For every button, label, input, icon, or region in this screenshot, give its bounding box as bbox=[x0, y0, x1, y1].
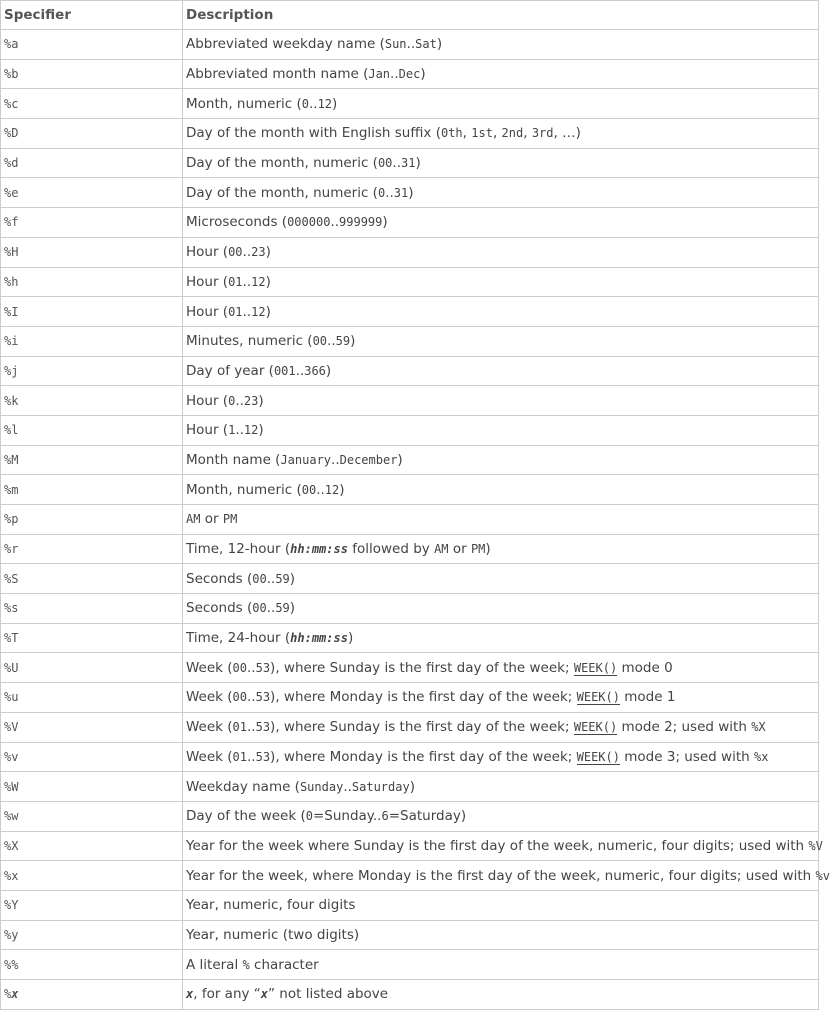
week-function-link[interactable]: WEEK() bbox=[573, 660, 618, 675]
description-text: Year for the week, where Monday is the first day of the week, numeric, four digits; used with bbox=[186, 867, 816, 884]
description-text: or bbox=[448, 541, 471, 558]
specifier-cell: %v bbox=[1, 742, 183, 772]
description-text: ) bbox=[347, 630, 354, 647]
specifier-cell: %u bbox=[1, 683, 183, 713]
description-text: Year for the week where Sunday is the first day of the week, numeric, four digits; used with bbox=[186, 837, 809, 854]
code-literal: 12 bbox=[324, 482, 340, 497]
code-literal: AM bbox=[186, 512, 201, 527]
code-literal: 00 bbox=[232, 660, 247, 675]
specifier-cell: %x bbox=[1, 980, 183, 1010]
code-literal: %V bbox=[808, 838, 823, 853]
code-literal: 23 bbox=[243, 393, 259, 408]
description-text: Minutes, numeric ( bbox=[186, 333, 313, 350]
description-text: Time, 12-hour ( bbox=[186, 541, 291, 558]
code-literal: 01 bbox=[232, 749, 247, 764]
description-cell bbox=[183, 534, 819, 564]
table-row bbox=[1, 623, 819, 653]
description-text: Week ( bbox=[186, 719, 233, 736]
code-literal: %X bbox=[751, 720, 766, 735]
description-text: ) bbox=[485, 541, 491, 558]
code-literal: 12 bbox=[251, 274, 266, 289]
code-literal: 3rd bbox=[531, 126, 554, 141]
code-literal: December bbox=[339, 452, 398, 467]
description-text: Week ( bbox=[186, 748, 233, 765]
code-literal: %v bbox=[815, 868, 830, 883]
code-literal: 00 bbox=[228, 245, 243, 260]
description-text: =Sunday.. bbox=[312, 808, 382, 825]
description-text: =Saturday) bbox=[388, 808, 467, 825]
description-text: Weekday name ( bbox=[186, 778, 300, 795]
description-text: ) bbox=[350, 333, 356, 350]
description-cell bbox=[183, 445, 819, 475]
code-literal: 12 bbox=[317, 96, 333, 111]
table-row bbox=[1, 445, 819, 475]
description-text: mode 2; used with bbox=[617, 719, 752, 736]
specifier-cell: %b bbox=[1, 59, 183, 89]
description-text: ) bbox=[289, 600, 296, 617]
description-text: ) bbox=[332, 95, 338, 112]
description-text: ) bbox=[408, 184, 414, 201]
code-literal: 1st bbox=[471, 126, 493, 141]
table-row bbox=[1, 950, 819, 980]
description-text: ), where Sunday is the first day of the week; bbox=[270, 659, 574, 676]
code-literal: Sun bbox=[384, 37, 407, 52]
description-text: .. bbox=[330, 214, 340, 231]
description-text: .. bbox=[266, 570, 276, 587]
description-text: Year, numeric (two digits) bbox=[186, 926, 360, 943]
description-cell bbox=[183, 386, 819, 416]
description-cell bbox=[183, 356, 819, 386]
table-row bbox=[1, 208, 819, 238]
specifier-cell: %a bbox=[1, 30, 183, 60]
code-literal: 999999 bbox=[339, 215, 383, 230]
description-text: ) bbox=[382, 214, 388, 231]
table-row bbox=[1, 237, 819, 267]
description-cell bbox=[183, 890, 819, 920]
code-literal: Sunday bbox=[299, 779, 344, 794]
code-literal: 0 bbox=[228, 393, 236, 408]
table-row bbox=[1, 297, 819, 327]
description-text: Week ( bbox=[186, 689, 233, 706]
specifier-cell: %% bbox=[1, 950, 183, 980]
description-cell bbox=[183, 415, 819, 445]
description-text: .. bbox=[385, 184, 394, 201]
specifier-cell: %V bbox=[1, 712, 183, 742]
description-cell bbox=[183, 208, 819, 238]
code-literal: 0 bbox=[377, 185, 386, 200]
code-literal: %x bbox=[753, 749, 769, 764]
specifier-cell: %k bbox=[1, 386, 183, 416]
specifier-cell: %m bbox=[1, 475, 183, 505]
description-text: A literal bbox=[186, 956, 243, 973]
description-text: Week ( bbox=[186, 659, 233, 676]
code-literal: 53 bbox=[255, 749, 271, 764]
specifier-cell: %r bbox=[1, 534, 183, 564]
description-text: , bbox=[462, 125, 472, 142]
code-literal: PM bbox=[470, 542, 486, 557]
description-cell bbox=[183, 564, 819, 594]
description-text: Time, 24-hour ( bbox=[186, 630, 291, 647]
description-text: ) bbox=[339, 481, 345, 498]
description-text: , for any “ bbox=[193, 986, 261, 1003]
description-text: Day of the month with English suffix ( bbox=[186, 125, 441, 142]
description-text: Month, numeric ( bbox=[186, 95, 302, 112]
description-text: Day of year ( bbox=[186, 362, 274, 379]
description-text: .. bbox=[295, 362, 305, 379]
code-literal: AM bbox=[434, 542, 449, 557]
code-literal: 00 bbox=[377, 156, 393, 171]
specifier-cell: %y bbox=[1, 920, 183, 950]
code-literal: 12 bbox=[251, 304, 266, 319]
description-cell bbox=[183, 594, 819, 624]
description-text: ) bbox=[258, 422, 264, 439]
description-text: .. bbox=[331, 451, 340, 468]
description-text: .. bbox=[247, 748, 256, 765]
table-row bbox=[1, 772, 819, 802]
code-literal: 53 bbox=[255, 660, 271, 675]
table-row bbox=[1, 30, 819, 60]
description-text: , bbox=[523, 125, 532, 142]
table-row bbox=[1, 89, 819, 119]
description-text: mode 0 bbox=[617, 659, 673, 676]
description-text: Day of the week ( bbox=[186, 808, 306, 825]
description-text: ) bbox=[415, 155, 421, 172]
specifier-column-header: Specifier bbox=[1, 1, 183, 30]
description-cell bbox=[183, 950, 819, 980]
description-text: .. bbox=[266, 600, 276, 617]
description-text: .. bbox=[247, 689, 256, 706]
description-cell bbox=[183, 683, 819, 713]
code-literal: 1 bbox=[228, 423, 236, 438]
specifier-cell: %H bbox=[1, 237, 183, 267]
description-text: .. bbox=[406, 36, 416, 53]
specifier-cell: %j bbox=[1, 356, 183, 386]
description-text: ) bbox=[420, 66, 426, 83]
description-cell bbox=[183, 861, 830, 891]
description-text: .. bbox=[242, 303, 252, 320]
code-literal: Dec bbox=[398, 67, 421, 82]
description-text: ) bbox=[325, 362, 332, 379]
table-row bbox=[1, 148, 819, 178]
description-text: or bbox=[200, 511, 223, 528]
description-cell bbox=[183, 920, 819, 950]
description-text: Hour ( bbox=[186, 422, 229, 439]
description-cell bbox=[183, 59, 819, 89]
specifier-cell: %M bbox=[1, 445, 183, 475]
code-literal: PM bbox=[222, 512, 238, 527]
description-text: Year, numeric, four digits bbox=[186, 897, 356, 914]
specifier-cell: %x bbox=[1, 861, 183, 891]
description-column-header: Description bbox=[183, 1, 819, 30]
code-literal: 12 bbox=[243, 423, 259, 438]
description-text: , …) bbox=[553, 125, 581, 142]
specifier-cell: %h bbox=[1, 267, 183, 297]
code-placeholder: hh:mm:ss bbox=[290, 542, 348, 557]
description-cell bbox=[183, 801, 819, 831]
code-literal: 01 bbox=[232, 720, 247, 735]
description-cell bbox=[183, 148, 819, 178]
description-text: Microseconds ( bbox=[186, 214, 288, 231]
table-row bbox=[1, 742, 819, 772]
description-text: .. bbox=[235, 422, 244, 439]
description-text: .. bbox=[392, 155, 401, 172]
table-row bbox=[1, 831, 819, 861]
table-row bbox=[1, 386, 819, 416]
table-header-row bbox=[1, 1, 819, 30]
description-cell bbox=[183, 30, 819, 60]
description-text: .. bbox=[242, 273, 252, 290]
table-row bbox=[1, 267, 819, 297]
description-text: mode 3; used with bbox=[619, 748, 754, 765]
specifier-cell: %D bbox=[1, 119, 183, 149]
table-row bbox=[1, 534, 819, 564]
specifier-cell: %T bbox=[1, 623, 183, 653]
specifier-cell: %c bbox=[1, 89, 183, 119]
table-row bbox=[1, 326, 819, 356]
description-text: .. bbox=[308, 95, 318, 112]
table-row bbox=[1, 861, 819, 891]
description-text: Day of the month, numeric ( bbox=[186, 155, 378, 172]
table-row bbox=[1, 505, 819, 535]
description-text: , bbox=[492, 125, 502, 142]
code-literal: 23 bbox=[251, 245, 266, 260]
description-text: ) bbox=[397, 451, 403, 468]
specifier-cell: %w bbox=[1, 801, 183, 831]
code-literal: 53 bbox=[255, 720, 271, 735]
code-literal: 59 bbox=[275, 601, 290, 616]
description-text: .. bbox=[327, 333, 336, 350]
table-row bbox=[1, 415, 819, 445]
description-text: Day of the month, numeric ( bbox=[186, 184, 378, 201]
description-text: .. bbox=[247, 719, 256, 736]
table-row bbox=[1, 475, 819, 505]
description-text: ) bbox=[258, 392, 264, 409]
code-literal: 0 bbox=[305, 809, 313, 824]
code-placeholder: x bbox=[260, 987, 269, 1002]
week-function-link[interactable]: WEEK() bbox=[576, 749, 620, 764]
code-literal: 0 bbox=[301, 96, 309, 111]
code-placeholder: hh:mm:ss bbox=[290, 631, 348, 646]
code-literal: 59 bbox=[275, 571, 290, 586]
description-text: ), where Sunday is the first day of the week; bbox=[270, 719, 574, 736]
description-text: .. bbox=[247, 659, 256, 676]
code-literal: % bbox=[242, 957, 250, 972]
table-row bbox=[1, 59, 819, 89]
specifier-cell: %S bbox=[1, 564, 183, 594]
description-text: Hour ( bbox=[186, 273, 229, 290]
table-row bbox=[1, 890, 819, 920]
description-cell bbox=[183, 712, 819, 742]
description-cell bbox=[183, 475, 819, 505]
description-text: ) bbox=[436, 36, 443, 53]
description-text: Hour ( bbox=[186, 244, 229, 261]
description-text: ) bbox=[265, 303, 271, 320]
description-text: Month name ( bbox=[186, 451, 281, 468]
description-text: .. bbox=[316, 481, 325, 498]
description-cell bbox=[183, 326, 819, 356]
description-text: ) bbox=[265, 273, 271, 290]
specifier-cell: %p bbox=[1, 505, 183, 535]
description-text: ), where Monday is the first day of the week; bbox=[270, 689, 577, 706]
code-literal: 6 bbox=[381, 809, 389, 824]
table-row bbox=[1, 980, 819, 1010]
specifier-cell: %d bbox=[1, 148, 183, 178]
description-cell bbox=[183, 742, 819, 772]
week-function-link[interactable]: WEEK() bbox=[576, 690, 620, 705]
code-literal: 00 bbox=[252, 601, 267, 616]
code-literal: 31 bbox=[393, 185, 409, 200]
description-text: Abbreviated weekday name ( bbox=[186, 36, 385, 53]
code-literal: 00 bbox=[252, 571, 267, 586]
description-text: ) bbox=[409, 778, 415, 795]
description-cell bbox=[183, 237, 819, 267]
table-row bbox=[1, 712, 819, 742]
description-text: .. bbox=[343, 778, 352, 795]
table-row bbox=[1, 119, 819, 149]
specifier-cell: %f bbox=[1, 208, 183, 238]
specifier-cell: %e bbox=[1, 178, 183, 208]
description-text: Hour ( bbox=[186, 392, 229, 409]
code-literal: 0th bbox=[440, 126, 463, 141]
specifier-cell: %U bbox=[1, 653, 183, 683]
description-text: followed by bbox=[347, 541, 435, 558]
description-cell bbox=[183, 89, 819, 119]
description-text: .. bbox=[242, 244, 252, 261]
table-row bbox=[1, 356, 819, 386]
specifier-cell: %X bbox=[1, 831, 183, 861]
description-text: Hour ( bbox=[186, 303, 229, 320]
table-row bbox=[1, 920, 819, 950]
code-literal: 00 bbox=[232, 690, 247, 705]
code-literal: 59 bbox=[335, 334, 351, 349]
code-literal: 2nd bbox=[501, 126, 524, 141]
code-literal: Sat bbox=[415, 37, 437, 52]
code-literal: 01 bbox=[228, 304, 243, 319]
code-literal: 000000 bbox=[287, 215, 331, 230]
description-cell bbox=[183, 267, 819, 297]
description-text: ) bbox=[289, 570, 296, 587]
description-text: Seconds ( bbox=[186, 600, 253, 617]
table-row bbox=[1, 683, 819, 713]
description-text: .. bbox=[390, 66, 399, 83]
specifier-cell: %i bbox=[1, 326, 183, 356]
code-literal: Jan bbox=[368, 67, 391, 82]
code-literal: January bbox=[280, 452, 332, 467]
specifier-cell: %Y bbox=[1, 890, 183, 920]
specifier-cell: %s bbox=[1, 594, 183, 624]
description-cell bbox=[183, 653, 819, 683]
description-text: mode 1 bbox=[619, 689, 676, 706]
description-cell bbox=[183, 297, 819, 327]
week-function-link[interactable]: WEEK() bbox=[573, 720, 618, 735]
table-row bbox=[1, 594, 819, 624]
description-text: Seconds ( bbox=[186, 570, 253, 587]
code-literal: 00 bbox=[301, 482, 317, 497]
description-text: ” not listed above bbox=[268, 986, 389, 1003]
description-cell bbox=[183, 119, 819, 149]
code-placeholder: x bbox=[186, 987, 194, 1002]
code-literal: 001 bbox=[273, 363, 296, 378]
table-row bbox=[1, 653, 819, 683]
description-cell bbox=[183, 623, 819, 653]
specifier-cell: %I bbox=[1, 297, 183, 327]
code-literal: 00 bbox=[312, 334, 328, 349]
description-text: ), where Monday is the first day of the week; bbox=[270, 748, 577, 765]
table-body bbox=[1, 30, 830, 1010]
description-text: .. bbox=[235, 392, 244, 409]
description-cell bbox=[183, 178, 819, 208]
description-text: Abbreviated month name ( bbox=[186, 66, 369, 83]
code-literal: Saturday bbox=[351, 779, 410, 794]
description-cell bbox=[183, 772, 819, 802]
description-cell bbox=[183, 505, 819, 535]
description-text: character bbox=[249, 956, 319, 973]
specifier-cell: %l bbox=[1, 415, 183, 445]
description-text: ) bbox=[265, 244, 271, 261]
description-cell bbox=[183, 980, 819, 1010]
specifier-cell: %W bbox=[1, 772, 183, 802]
code-literal: 366 bbox=[304, 363, 326, 378]
table-row bbox=[1, 564, 819, 594]
table-row bbox=[1, 178, 819, 208]
code-literal: 01 bbox=[228, 274, 243, 289]
table-row bbox=[1, 801, 819, 831]
description-cell bbox=[183, 831, 823, 861]
code-literal: 31 bbox=[401, 156, 416, 171]
code-literal: 53 bbox=[255, 690, 271, 705]
description-text: Month, numeric ( bbox=[186, 481, 302, 498]
